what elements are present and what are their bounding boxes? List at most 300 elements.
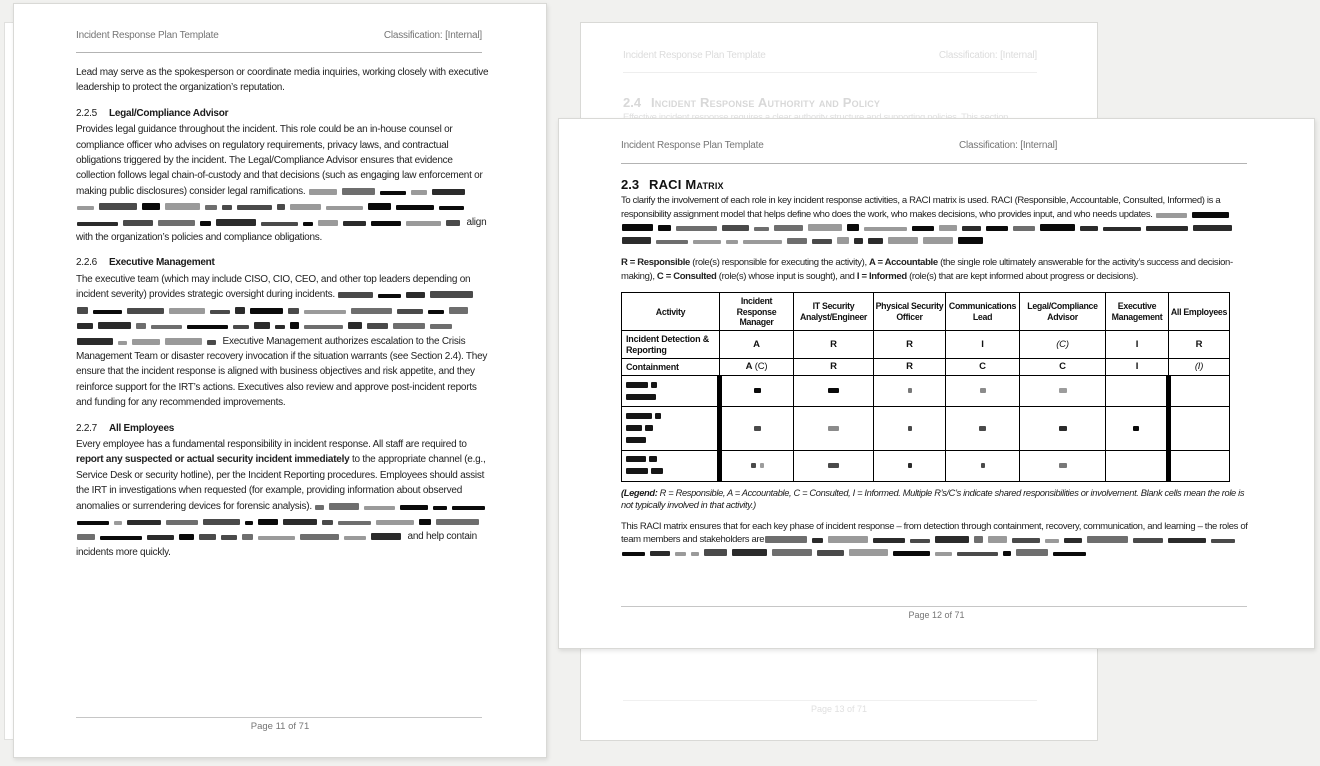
raci-value: I: [1135, 338, 1139, 350]
redacted-text: [651, 382, 657, 388]
redacted-text: [847, 224, 859, 231]
redacted-text: [658, 225, 671, 231]
redacted-text: [77, 534, 95, 540]
redacted-text: [935, 536, 969, 543]
redacted-text: [77, 206, 94, 210]
redacted-text: [242, 534, 253, 540]
header-classification: Classification: [Internal]: [959, 140, 1058, 151]
redacted-text: [626, 413, 652, 419]
table-cell: [1106, 450, 1169, 481]
redacted-text: [828, 536, 868, 543]
table-cell: [874, 359, 946, 376]
redacted-text: [300, 534, 339, 540]
header-title: Incident Response Plan Template: [621, 140, 764, 151]
redacted-text: [626, 468, 648, 474]
redacted-text: [428, 310, 444, 314]
redacted-text: [808, 224, 842, 231]
redacted-activity-line: [626, 411, 713, 422]
section-title: All Employees: [109, 422, 175, 434]
raci-value: A: [753, 338, 760, 350]
redacted-text: [235, 307, 245, 314]
table-cell: [1020, 450, 1106, 481]
redacted-text: [203, 519, 240, 525]
raci-value-italic: (I): [1194, 361, 1204, 373]
redacted-text: [342, 188, 375, 195]
header-rule: [623, 72, 1037, 73]
redacted-text: [411, 190, 427, 195]
redacted-text: [221, 535, 237, 540]
redacted-text: [436, 519, 479, 525]
table-cell: [874, 407, 946, 450]
activity-cell: Incident Detection & Reporting: [622, 331, 720, 359]
table-cell: [946, 359, 1020, 376]
redacted-text: [1211, 539, 1235, 543]
redacted-text: [400, 505, 428, 510]
redacted-text: [910, 539, 930, 543]
redacted-text: [222, 205, 232, 210]
redacted-activity-line: [626, 380, 713, 391]
page-header-faded: [623, 50, 1037, 61]
redacted-text: [622, 552, 645, 556]
table-cell: [1106, 407, 1169, 450]
raci-value: A: [745, 361, 753, 373]
redacted-text: [169, 308, 205, 314]
table-cell: [794, 407, 874, 450]
raci-table: [621, 292, 1230, 482]
table-cell: [794, 331, 874, 359]
redacted-text: [127, 308, 164, 314]
table-cell: [874, 450, 946, 481]
redacted-text: [368, 203, 391, 210]
table-cell: [1169, 359, 1230, 376]
redacted-text: [318, 220, 338, 226]
redacted-text: [393, 323, 425, 329]
table-cell: [946, 376, 1020, 407]
section-number: 2.2.6: [76, 257, 97, 269]
redacted-text: [1133, 426, 1139, 431]
paragraph: The executive team (which may include CISO, CIO, CEO, and other top leaders depending on incident severity) provides strategic oversight during incidents. Executive Management authorizes escalation to the Crisis Management Team or disaster recovery invocation if the situation warrants (see Section 2.4). They ensure that the incident response is aligned with business objectives and risk appetite, and they reinforce support for the IRT’s actions. Executives also review and approve post-incident reports and funding for any recommended improvements.: [76, 273, 488, 409]
redacted-text: [439, 206, 464, 210]
section-title: Incident Response Authority and Policy: [651, 95, 881, 110]
footer-rule: [623, 700, 1037, 701]
redacted-text: [1059, 388, 1067, 393]
redacted-text: [743, 240, 782, 244]
redacted-text: [704, 549, 727, 556]
redacted-text: [261, 222, 298, 226]
redacted-text: [430, 291, 473, 298]
redacted-text: [258, 536, 295, 540]
redacted-text: [136, 323, 146, 329]
redacted-text: [158, 220, 195, 226]
section-title: RACI Matrix: [649, 177, 724, 192]
table-cell: [1020, 376, 1106, 407]
paragraph: [621, 487, 1254, 512]
table-row: [622, 331, 1230, 359]
raci-value-italic: (C): [1056, 338, 1069, 350]
redacted-text: [93, 310, 122, 314]
redacted-text: [397, 309, 423, 314]
redacted-text: [754, 426, 761, 431]
redacted-text: [962, 226, 981, 231]
redacted-text: [774, 225, 803, 231]
page-number: Page 13 of 71: [810, 704, 868, 714]
redacted-text: [452, 506, 485, 510]
redacted-text: [250, 308, 283, 314]
redacted-text: [812, 239, 832, 244]
redacted-text: [868, 238, 883, 244]
redacted-text: [449, 307, 468, 314]
page-header: [76, 30, 482, 41]
section-heading: [76, 106, 490, 121]
redacted-text: [237, 205, 272, 210]
document-page-12[interactable]: [558, 118, 1315, 649]
table-header-cell: IT Security Analyst/Engineer: [794, 293, 874, 331]
table-cell: [1169, 407, 1230, 450]
redacted-text: [326, 206, 363, 210]
redacted-text: [626, 394, 656, 400]
redacted-text: [754, 227, 769, 231]
redacted-text: [722, 225, 749, 231]
redacted-text: [849, 549, 888, 556]
table-cell: [874, 376, 946, 407]
redacted-text: [430, 324, 452, 329]
page-number: Page 12 of 71: [908, 610, 965, 620]
paragraph: This RACI matrix ensures that for each key phase of incident response – from detection through containment, recovery, communication, and learning – the roles of team members and stakeholders are: [621, 520, 1254, 560]
table-header-row: [622, 293, 1230, 331]
redacted-text: [98, 322, 131, 329]
redacted-text: [338, 521, 371, 525]
redacted-text: [446, 220, 460, 226]
redacted-text: [864, 227, 907, 231]
section-heading: [76, 421, 490, 436]
footer-rule: [76, 717, 482, 718]
header-title: Incident Response Plan Template: [76, 30, 219, 41]
redacted-text: [979, 426, 986, 431]
table-header-cell: Activity: [622, 293, 720, 331]
redacted-text: [873, 538, 905, 543]
table-row: [622, 407, 1230, 450]
redacted-text: [165, 203, 200, 210]
redacted-text: [1059, 463, 1067, 468]
table-cell: [1106, 359, 1169, 376]
redacted-text: [981, 463, 985, 468]
redacted-text: [656, 240, 688, 244]
redacted-text: [1053, 552, 1086, 556]
redacted-text: [939, 225, 957, 231]
activity-cell: [622, 376, 720, 407]
redacted-text: [348, 322, 362, 329]
section-number: 2.3: [621, 177, 640, 192]
redacted-text: [77, 323, 93, 329]
paragraph: Every employee has a fundamental responsibility in incident response. All staff are required to report any suspected or actual security incident immediately to the appropriate channel (e.g., Service Desk or security hotline), per the Incident Reporting procedures. Employees should assist the IRT in investigations when requested (for example, providing information about observed anomalies or surrendering devices for forensic analysis). and help contain incidents more quickly.: [76, 438, 486, 558]
redacted-text: [812, 538, 823, 543]
redacted-text: [908, 426, 912, 431]
table-cell: [1169, 331, 1230, 359]
redacted-text: [216, 219, 256, 226]
redacted-text: [1016, 549, 1048, 556]
redacted-text: [166, 520, 198, 525]
redacted-text: [650, 551, 670, 556]
italic-text: R = Responsible, A = Accountable, C = Consulted, I = Informed. Multiple R’s/C’s indicate shared responsibilities or involvement. Blank cells mean the role is not typically involved in that activity.): [621, 487, 1245, 511]
redacted-text: [309, 189, 337, 195]
redacted-text: [210, 310, 230, 314]
redacted-text: [290, 204, 321, 210]
redacted-text: [1146, 226, 1188, 231]
redacted-text: [329, 503, 359, 510]
table-header-cell: All Employees: [1169, 293, 1230, 331]
redacted-text: [432, 189, 465, 195]
redacted-text: [132, 339, 160, 345]
redacted-text: [691, 552, 699, 556]
redacted-text: [760, 463, 764, 468]
table-row: [622, 450, 1230, 481]
header-classification: Classification: [Internal]: [938, 50, 1037, 61]
redacted-text: [1193, 225, 1232, 231]
redacted-text: [344, 536, 366, 540]
redacted-text: [254, 322, 270, 329]
raci-value: R: [830, 338, 837, 350]
redacted-text: [371, 533, 401, 540]
redacted-text: [626, 425, 642, 431]
redacted-text: [1192, 212, 1229, 218]
table-cell: [1106, 376, 1169, 407]
raci-value: R: [906, 361, 913, 373]
activity-cell: Containment: [622, 359, 720, 376]
redacted-text: [980, 388, 986, 393]
table-cell: [1106, 331, 1169, 359]
table-cell: [720, 331, 794, 359]
redacted-text: [1012, 538, 1040, 543]
redacted-text: [433, 506, 447, 510]
redacted-text: [419, 519, 431, 525]
page-12-content: [621, 175, 1254, 569]
table-cell: [946, 450, 1020, 481]
redacted-text: [828, 388, 839, 393]
redacted-activity-line: [626, 466, 713, 477]
redacted-text: [380, 191, 406, 195]
redacted-text: [1059, 426, 1067, 431]
header-title: Incident Response Plan Template: [623, 50, 766, 61]
redacted-text: [187, 325, 228, 329]
redacted-text: [304, 310, 346, 314]
section-heading: [621, 178, 1254, 191]
table-cell: [1020, 359, 1106, 376]
page-header: [621, 140, 1247, 151]
redacted-text: [99, 203, 137, 210]
table-cell: [946, 407, 1020, 450]
redacted-text: [1040, 224, 1075, 231]
redacted-text: [912, 226, 934, 231]
activity-cell: [622, 450, 720, 481]
page-11-content: [76, 65, 490, 570]
redacted-text: [675, 552, 686, 556]
activity-cell: [622, 407, 720, 450]
redacted-text: [1013, 226, 1035, 231]
redacted-text: [908, 388, 912, 393]
redacted-text: [245, 521, 253, 525]
header-classification: Classification: [Internal]: [383, 30, 482, 41]
table-cell: [874, 331, 946, 359]
redacted-text: [732, 549, 767, 556]
redacted-text: [1168, 538, 1206, 543]
redacted-text: [165, 338, 202, 345]
raci-value: I: [981, 338, 984, 350]
redacted-activity-line: [626, 435, 713, 446]
table-cell: [720, 407, 794, 450]
redacted-activity-line: [626, 423, 713, 434]
raci-value: R: [906, 338, 913, 350]
redacted-text: [828, 426, 839, 431]
table-header-cell: Physical Security Officer: [874, 293, 946, 331]
redacted-text: [378, 294, 401, 298]
redacted-text: [77, 521, 109, 525]
redacted-text: [277, 204, 285, 210]
redacted-text: [837, 237, 849, 244]
bold-text: C = Consulted: [656, 270, 717, 282]
bold-text: I = Informed: [856, 270, 907, 282]
redacted-text: [622, 224, 653, 231]
bold-italic-text: (Legend:: [621, 487, 658, 498]
footer-rule: [621, 606, 1247, 607]
raci-value: R: [1195, 338, 1203, 350]
redacted-text: [258, 519, 278, 525]
redacted-text: [974, 536, 983, 543]
redacted-text: [114, 521, 122, 525]
redacted-text: [649, 456, 657, 462]
page-number: Page 11 of 71: [250, 721, 310, 732]
document-page-11[interactable]: [13, 3, 547, 758]
redacted-text: [726, 240, 738, 244]
redacted-text: [828, 463, 839, 468]
redacted-text: [123, 220, 153, 226]
redacted-text: [935, 552, 952, 556]
redacted-text: [376, 520, 414, 525]
redacted-text: [1156, 213, 1187, 218]
redacted-text: [77, 338, 113, 345]
redacted-text: [303, 222, 313, 226]
redacted-text: [100, 536, 142, 540]
redacted-text: [1064, 538, 1082, 543]
paragraph: R = Responsible (role(s) responsible for executing the activity), A = Accountable (the single role ultimately answerable for the activity’s success and decision-making), C = Consulted (role(s) whose input is sought), and I = Informed (role(s) that are kept informed about progress or decisions).: [621, 257, 1233, 282]
redacted-text: [754, 388, 761, 393]
redacted-text: [207, 340, 216, 345]
redacted-text: [1045, 539, 1059, 543]
table-cell: [946, 331, 1020, 359]
redacted-text: [908, 463, 912, 468]
redacted-text: [645, 425, 653, 431]
bold-text: R = Responsible: [621, 257, 690, 269]
redacted-text: [751, 463, 756, 468]
table-cell: A (C): [720, 359, 794, 376]
redacted-text: [364, 506, 395, 510]
paragraph: Lead may serve as the spokesperson or coordinate media inquiries, working closely with executive leadership to protect the organization’s reputation.: [76, 67, 489, 94]
redacted-text: [351, 308, 392, 314]
redacted-text: [233, 325, 249, 329]
redacted-text: [787, 238, 807, 244]
table-cell: [1020, 407, 1106, 450]
redacted-text: [626, 437, 646, 443]
table-row: [622, 376, 1230, 407]
redacted-text: [304, 325, 343, 329]
redacted-text: [622, 237, 651, 244]
table-cell: [794, 359, 874, 376]
table-cell: [720, 376, 794, 407]
redacted-text: [290, 322, 299, 329]
redacted-text: [772, 549, 812, 556]
redacted-text: [118, 341, 127, 345]
table-cell: [720, 450, 794, 481]
redacted-text: [676, 226, 717, 231]
redacted-text: [693, 240, 721, 244]
bold-text: A = Accountable: [869, 257, 938, 269]
header-rule: [621, 163, 1247, 164]
table-cell: [794, 450, 874, 481]
redacted-text: [205, 205, 217, 210]
redacted-text: [1080, 226, 1098, 231]
redacted-text: [406, 221, 441, 226]
redacted-text: [147, 535, 174, 540]
redacted-text: [200, 221, 211, 226]
redacted-text: [151, 325, 182, 329]
redacted-text: [142, 203, 160, 210]
redacted-text: [626, 456, 646, 462]
redacted-text: [817, 550, 844, 556]
redacted-text: [893, 551, 930, 556]
table-header-cell: Incident Response Manager: [720, 293, 794, 331]
bold-text: report any suspected or actual security incident immediately: [76, 454, 350, 466]
redacted-text: [315, 505, 324, 510]
raci-value: I: [1135, 361, 1139, 373]
raci-value: C: [979, 361, 986, 373]
table-cell: [794, 376, 874, 407]
redacted-text: [338, 292, 373, 298]
raci-value: R: [830, 361, 837, 373]
section-number: 2.2.5: [76, 107, 97, 119]
section-heading: [76, 255, 490, 270]
redacted-text: [988, 536, 1007, 543]
table-header-cell: Communications Lead: [946, 293, 1020, 331]
redacted-text: [371, 221, 401, 226]
table-header-cell: Executive Management: [1106, 293, 1169, 331]
table-cell: [1169, 450, 1230, 481]
redacted-text: [77, 222, 118, 226]
redacted-text: [888, 237, 918, 244]
paragraph: Provides legal guidance throughout the incident. This role could be an in-house counsel or compliance officer who advises on regulatory requirements, privacy laws, and contractual obligations triggered by the incident. The Legal/Compliance Advisor ensures that evidence collection follows legal chain-of-custody and that decisions (such as engaging law enforcement or making public disclosures) consider legal ramifications. align with the organization’s policies and compliance obligations.: [76, 124, 487, 244]
redacted-text: [923, 237, 953, 244]
redacted-text: [406, 292, 425, 298]
redacted-activity-line: [626, 454, 713, 465]
redacted-activity-line: [626, 392, 713, 403]
table-cell: [1020, 331, 1106, 359]
section-title: Executive Management: [109, 257, 215, 269]
redacted-text: [396, 205, 434, 210]
paragraph: To clarify the involvement of each role in key incident response activities, a RACI matrix is used. RACI (Responsible, Accountable, Consulted, Informed) is a responsibility assignment model that helps define who does the work, who makes decisions, who provides input, and who needs updates.: [621, 194, 1254, 247]
redacted-text: [127, 520, 161, 525]
table-header-cell: Legal/Compliance Advisor: [1020, 293, 1106, 331]
redacted-text: [765, 536, 807, 543]
redacted-text: [626, 382, 648, 388]
redacted-text: [1003, 551, 1011, 556]
section-number: 2.4: [623, 95, 642, 110]
redacted-text: [199, 534, 216, 540]
redacted-text: [322, 520, 333, 525]
redacted-text: [958, 237, 983, 244]
section-heading-2-4: [623, 95, 880, 110]
redacted-text: [1103, 227, 1141, 231]
redacted-text: [77, 307, 88, 314]
redacted-text: [957, 552, 998, 556]
section-title: Legal/Compliance Advisor: [109, 107, 229, 119]
